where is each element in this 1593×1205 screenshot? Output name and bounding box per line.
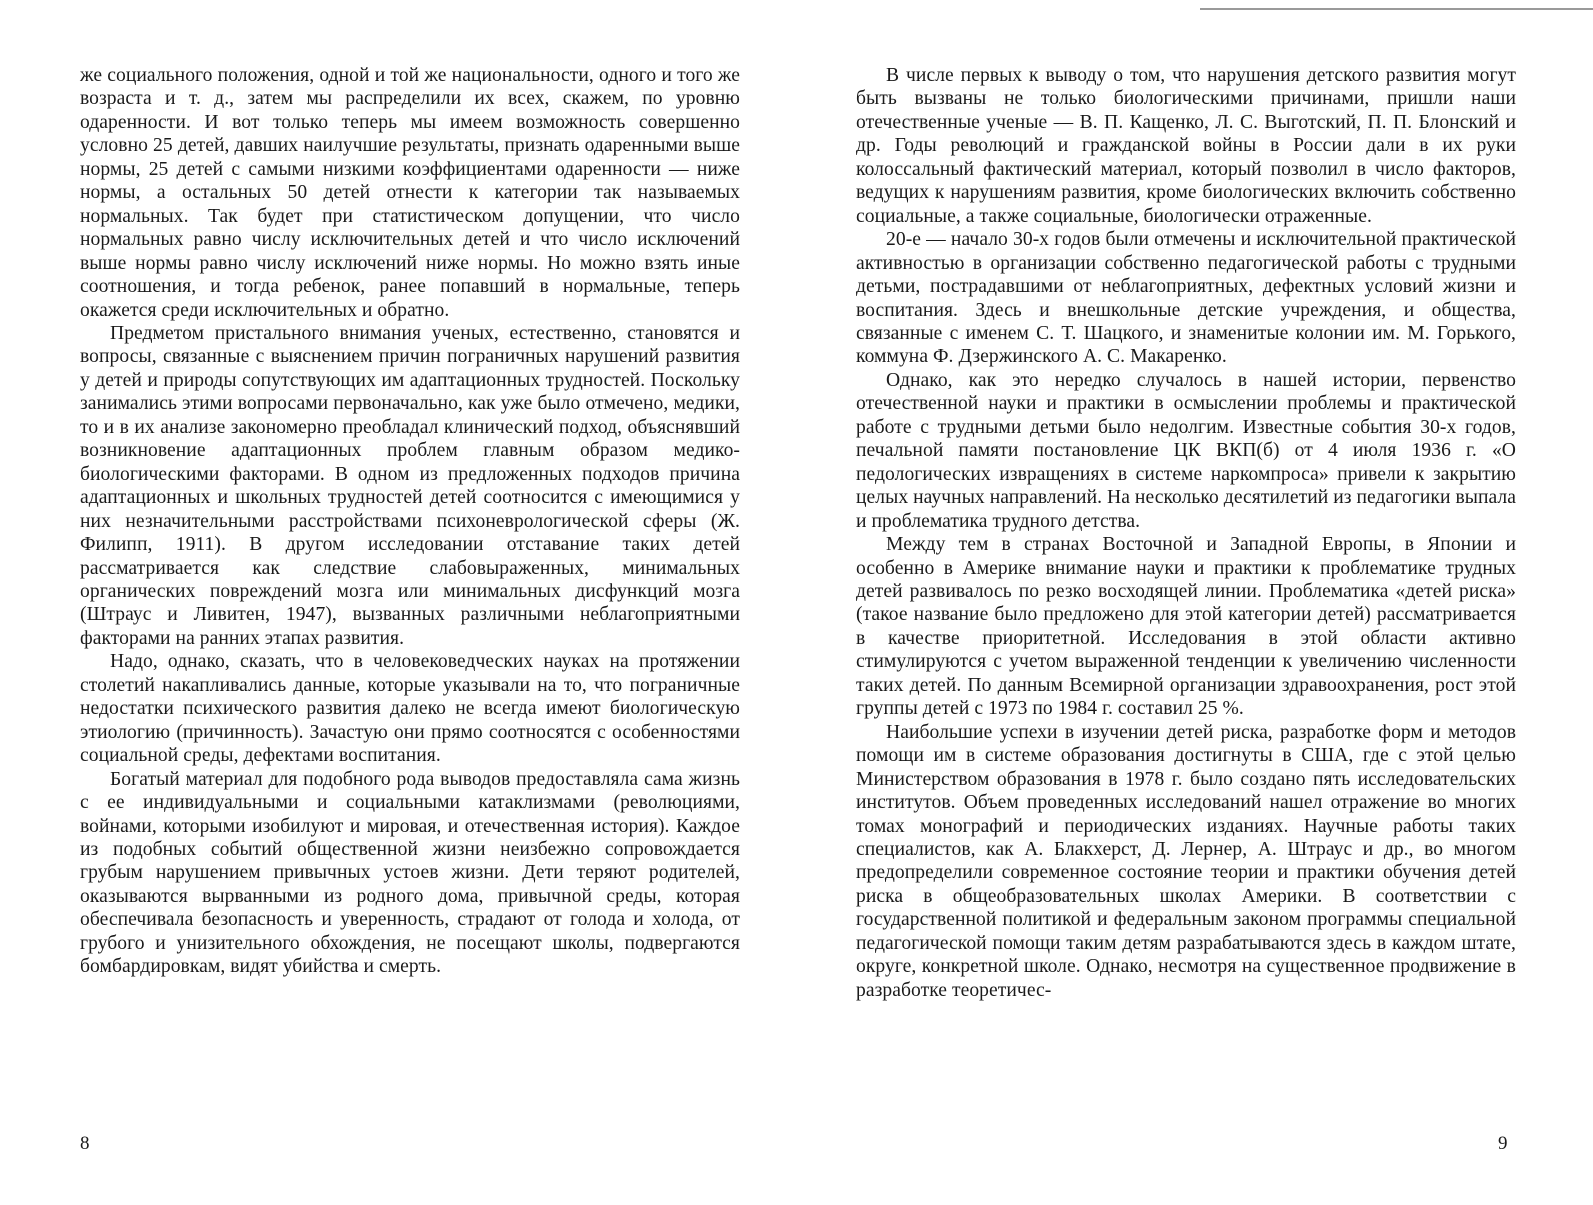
right-paragraph-4: Между тем в странах Восточной и Западной Европы, в Японии и особенно в Америке внимание науки и практики к проблематике трудных детей развивалось по резко восходящей линии. Проблематика «детей риска» (такое название было предложено для этой категории детей) рассматривается в качестве приоритетной. Исследования в этой области активно стимулируются с учетом выраженной тенденции к увеличению численности таких детей. По данным Всемирной организации здравоохранения, рост этой группы детей с 1973 по 1984 г. составил 25 %. bbox=[856, 534, 1516, 720]
right-paragraph-5: Наибольшие успехи в изучении детей риска, разработке форм и методов помощи им в системе образования достигнуты в США, где с этой целью Министерством образования в 1978 г. было создано пять исследовательских институтов. Объем проведенных исследований нашел отражение во многих томах монографий и периодических изданиях. Научные работы таких специалистов, как А. Блакхерст, Д. Лернер, А. Штраус и др., во многом предопределили современное состояние теории и практики обучения детей риска в общеобразовательных школах Америки. В соответствии с государственной политикой и федеральным законом программы специальной педагогической помощи таким детям разрабатываются здесь в каждом штате, округе, конкретной школе. Однако, несмотря на существенное продвижение в разработке теоретичес- bbox=[856, 721, 1516, 1001]
left-paragraph-1: же социального положения, одной и той же национальности, одного и того же возраста и т. д., затем мы распределили их всех, скажем, по уровню одаренности. И вот только теперь мы имеем возможность совершенно условно 25 детей, давших наилучшие результаты, признать одаренными выше нормы, 25 детей с самыми низкими коэффициентами одаренности — ниже нормы, а остальных 50 детей отнести к категории так называемых нормальных. Так будет при статистическом допущении, что число нормальных равно числу исключительных детей и что число исключений выше нормы равно числу исключений ниже нормы. Но можно взять иные соотношения, и тогда ребенок, ранее попавший в нормальные, теперь окажется среди исключительных и обратно. bbox=[80, 65, 740, 321]
right-page-number: 9 bbox=[1498, 1133, 1508, 1154]
right-page bbox=[856, 64, 1516, 1002]
left-page-number: 8 bbox=[80, 1133, 90, 1154]
left-page bbox=[80, 64, 740, 979]
left-paragraph-4: Богатый материал для подобного рода выводов предоставляла сама жизнь с ее индивидуальными и социальными катаклизмами (революциями, войнами, которыми изобилуют и мировая, и отечественная история). Каждое из подобных событий общественной жизни неизбежно сопровождается грубым нарушением привычных устоев жизни. Дети теряют родителей, оказываются вырванными из родного дома, привычной среды, которая обеспечивала безопасность и уверенность, страдают от голода и холода, от грубого и унизительного обхождения, не посещают школы, подвергаются бомбардировкам, видят убийства и смерть. bbox=[80, 768, 740, 978]
right-paragraph-3: Однако, как это нередко случалось в нашей истории, первенство отечественной науки и практики в осмыслении проблемы и практической работе с трудными детьми было недолгим. Известные события 30-х годов, печальной памяти постановление ЦК ВКП(б) от 4 июля 1936 г. «О педологических извращениях в системе наркомпроса» привели к закрытию целых научных направлений. На несколько десятилетий из педагогики выпала и проблематика трудного детства. bbox=[856, 369, 1516, 532]
left-paragraph-3: Надо, однако, сказать, что в человековедческих науках на протяжении столетий накапливались данные, которые указывали на то, что пограничные недостатки психического развития далеко не всегда имеют биологическую этиологию (причинность). Зачастую они прямо соотносятся с особенностями социальной среды, дефектами воспитания. bbox=[80, 651, 740, 767]
right-paragraph-1: В числе первых к выводу о том, что нарушения детского развития могут быть вызваны не только биологическими причинами, пришли наши отечественные ученые — В. П. Кащенко, Л. С. Выготский, П. П. Блонский и др. Годы революций и гражданской войны в России дали в их руки колоссальный фактический материал, который позволил в число факторов, ведущих к нарушениям развития, кроме биологических включить собственно социальные, а также социальные, биологически отраженные. bbox=[856, 65, 1516, 227]
left-paragraph-2: Предметом пристального внимания ученых, естественно, становятся и вопросы, связанные с выяснением причин пограничных нарушений развития у детей и природы сопутствующих им адаптационных трудностей. Поскольку занимались этими вопросами первоначально, как уже было отмечено, медики, то и в их анализе закономерно преобладал клинический подход, объяснявший возникновение адаптационных проблем главным образом медико-биологическими факторами. В одном из предложенных подходов причина адаптационных и школьных трудностей детей соотносится с имеющимися у них незначительными расстройствами психоневрологической сферы (Ж. Филипп, 1911). В другом исследовании отставание таких детей рассматривается как следствие слабовыраженных, минимальных органических повреждений мозга или минимальных дисфункций мозга (Штраус и Ливитен, 1947), вызванных различными неблагоприятными факторами на ранних этапах развития. bbox=[80, 322, 740, 649]
top-edge-rule bbox=[1200, 8, 1593, 10]
right-paragraph-2: 20-е — начало 30-х годов были отмечены и исключительной практической активностью в организации собственно педагогической работы с трудными детьми, пострадавшими от неблагоприятных, дефектных условий жизни и воспитания. Здесь и внешкольные детские учреждения, и общества, связанные с именем С. Т. Шацкого, и знаменитые колонии им. М. Горького, коммуна Ф. Дзержинского А. С. Макаренко. bbox=[856, 229, 1516, 368]
